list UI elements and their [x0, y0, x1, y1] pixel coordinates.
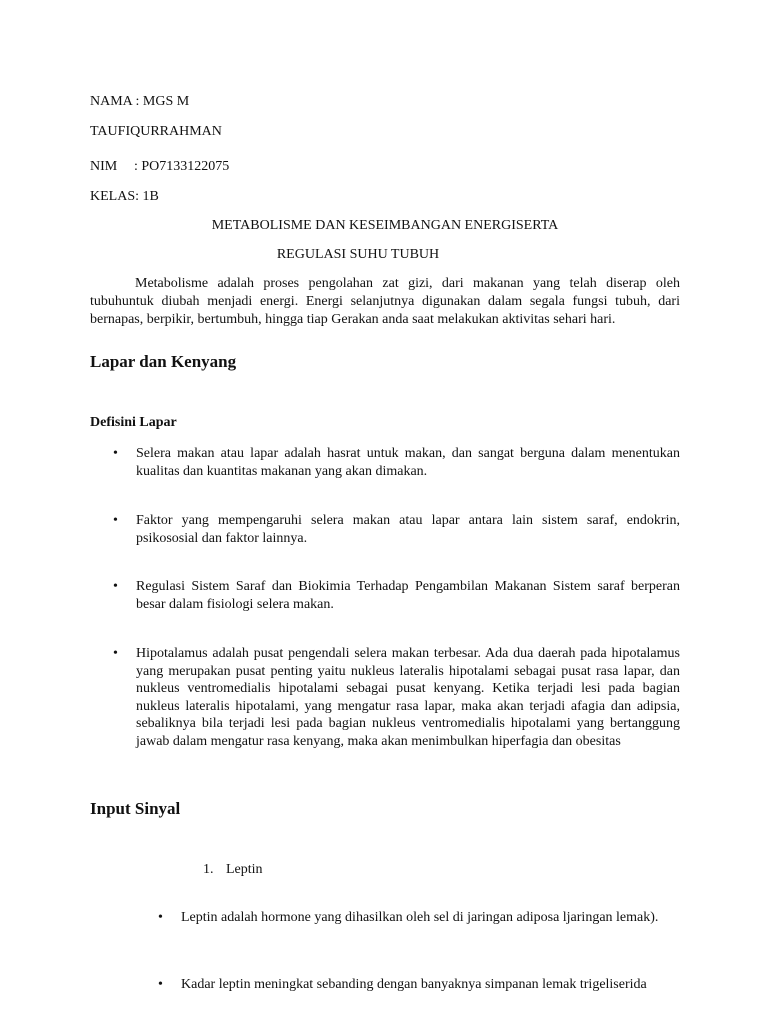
numbered-item-number: 1. — [203, 862, 214, 877]
list-item: Faktor yang mempengaruhi selera makan atau lapar antara lain sistem saraf, endokrin, psikososial dan faktor lainnya. — [136, 513, 680, 546]
list-item: Hipotalamus adalah pusat pengendali selera makan terbesar. Ada dua daerah pada hipotalamus yang merupakan pusat penting yaitu nukleus lateralis hipotalami sebagai pusat rasa lapar, dan nukleus ventromedialis hipotalami sebagai pusat kenyang. Ketika terjadi lesi pada bagian nukleus lateralis hipotalami, yang mengatur rasa lapar, maka akan terjadi afagia dan adipsia, sebaliknya bila terjadi lesi pada bagian nukleus ventromedialis hipotalami yang bertanggung jawab dalam mengatur rasa kenyang, maka akan menimbulkan hiperfagia dan obesitas — [136, 646, 680, 749]
student-nim — [90, 158, 229, 176]
list-item: Leptin adalah hormone yang dihasilkan oleh sel di jaringan adiposa ljaringan lemak). — [181, 910, 659, 925]
bullet-icon: • — [158, 977, 163, 992]
numbered-item-label: Leptin — [226, 862, 263, 877]
student-name: NAMA : MGS M — [90, 94, 190, 109]
document-title-line-2: REGULASI SUHU TUBUH — [276, 247, 440, 262]
list-item: Kadar leptin meningkat sebanding dengan banyaknya simpanan lemak trigeliserida — [181, 977, 647, 992]
list-item: Selera makan atau lapar adalah hasrat untuk makan, dan sangat berguna dalam menentukan kualitas dan kuantitas makanan yang akan dimakan. — [136, 446, 680, 479]
bullet-icon: • — [158, 910, 163, 925]
document-title-line-1: METABOLISME DAN KESEIMBANGAN ENERGISERTA — [211, 218, 559, 233]
list-item: Regulasi Sistem Saraf dan Biokimia Terhadap Pengambilan Makanan Sistem saraf berperan besar dalam fisiologi selera makan. — [136, 579, 680, 612]
numbered-item-leptin — [203, 861, 263, 879]
bullet-icon: • — [113, 646, 118, 661]
student-class: KELAS: 1B — [90, 189, 159, 204]
section-heading-input-sinyal: Input Sinyal — [90, 799, 181, 818]
bullet-icon: • — [113, 446, 118, 461]
bullet-icon: • — [113, 579, 118, 594]
nim-label: NIM — [90, 159, 118, 174]
subheading-definisi-lapar: Defisini Lapar — [90, 415, 177, 430]
bullet-icon: • — [113, 513, 118, 528]
student-name-continued: TAUFIQURRAHMAN — [90, 124, 222, 139]
section-heading-lapar-kenyang: Lapar dan Kenyang — [90, 352, 237, 371]
intro-paragraph: Metabolisme adalah proses pengolahan zat gizi, dari makanan yang telah diserap oleh tubuhuntuk diubah menjadi energi. Energi selanjutnya digunakan dalam segala fungsi tubuh, dari bernapas, berpikir, bertumbuh, hingga tiap Gerakan anda saat melakukan aktivitas sehari hari. — [90, 276, 680, 327]
nim-value: : PO7133122075 — [134, 159, 230, 174]
